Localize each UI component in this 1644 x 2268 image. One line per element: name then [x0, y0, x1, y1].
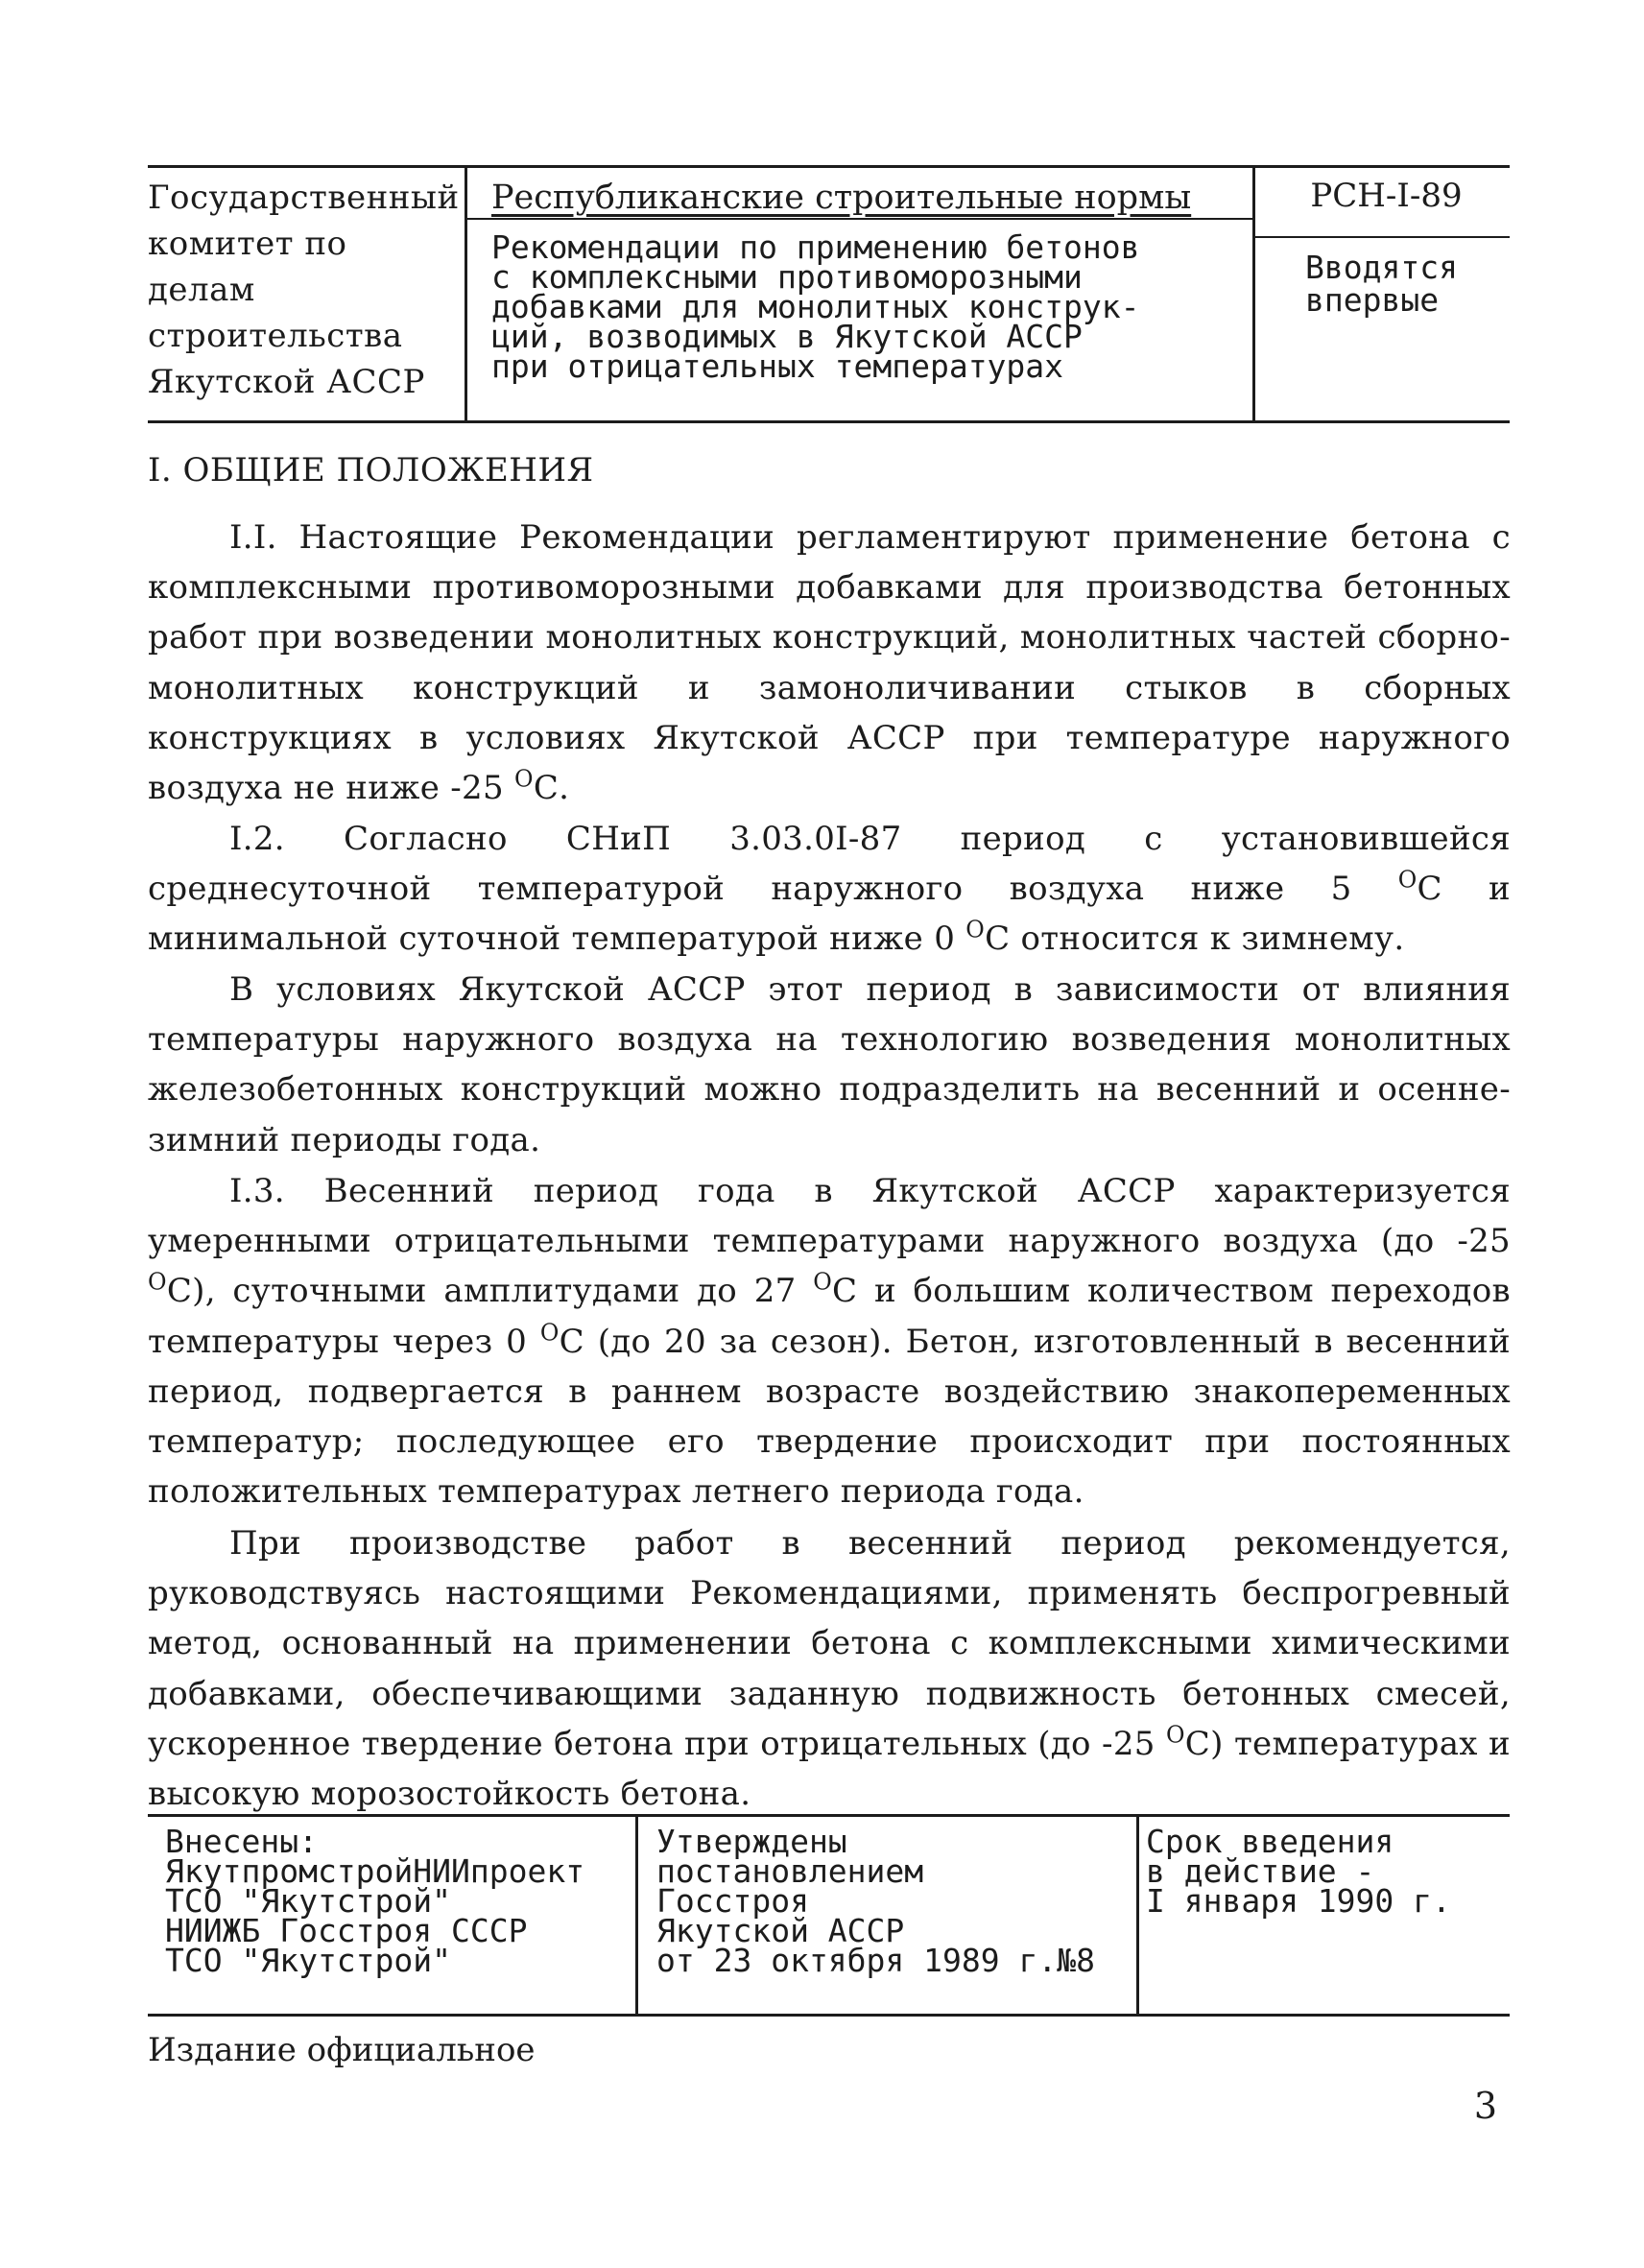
- paragraph-yakutia-periods: В условиях Якутской АССР этот период в зависимости от влияния температуры наружного воздуха на технологию возведения монолитных железобетонных конструкций можно подразделить на весенний и осенне-зимний периоды года.: [148, 970, 1511, 1159]
- degree-mark: O: [514, 765, 534, 793]
- paragraph-1-1: [148, 513, 1511, 813]
- paragraph-text: С относится к зимнему.: [985, 919, 1405, 959]
- footer-divider-right: [1136, 1814, 1139, 2014]
- paragraph-text: I.2. Согласно СНиП 3.03.0I-87 период с установившейся среднесуточной температурой наружного воздуха ниже 5: [148, 820, 1511, 909]
- paragraph-1-3: [148, 1166, 1511, 1516]
- degree-mark: O: [1397, 866, 1418, 894]
- footer-top-rule: [148, 1814, 1510, 1817]
- footer-bottom-rule: [148, 2014, 1510, 2017]
- degree-mark: O: [813, 1269, 833, 1297]
- header-code-rule: [1252, 236, 1510, 238]
- paragraph-text: С.: [533, 769, 570, 808]
- header-top-rule: [148, 165, 1510, 168]
- header-divider-left: [465, 165, 467, 420]
- footer-divider-left: [635, 1814, 638, 2014]
- section-title: I. ОБЩИЕ ПОЛОЖЕНИЯ: [148, 451, 594, 489]
- header-bottom-rule: [148, 420, 1510, 423]
- degree-mark: O: [965, 917, 986, 944]
- document-status: Вводятся впервые: [1305, 249, 1458, 319]
- edition-note: Издание официальное: [148, 2031, 536, 2069]
- paragraph-text: С), суточными амплитудами до 27: [166, 1272, 814, 1311]
- approved-by: Утверждены постановлением Госстроя Якутской АССР от 23 октября 1989 г.№8: [656, 1823, 1095, 1979]
- document-code: РСН-I-89: [1310, 177, 1463, 215]
- header-title-underline: [465, 218, 1252, 220]
- degree-mark: O: [1165, 1721, 1185, 1749]
- issuing-authority: Государственный комитет по делам строительства Якутской АССР: [148, 179, 460, 401]
- effective-date: Срок введения в действие - I января 1990 г.: [1146, 1823, 1451, 1920]
- paragraph-spring-method: [148, 1518, 1511, 1819]
- paragraph-text: При производстве работ в весенний период рекомендуется, руководствуясь настоящими Рекомендациями, применять беспрогревный метод, основанный на применении бетона с комплексными химическими добавками, обеспечивающими заданную подвижность бетонных смесей, ускоренное твердение бетона при отрицательных (до -25: [148, 1524, 1511, 1763]
- paragraph-text: I.3. Весенний период года в Якутской АССР характеризуется умеренными отрицательными температурами наружного воздуха (до -25: [148, 1172, 1511, 1261]
- paragraph-text: С (до 20 за сезон). Бетон, изготовленный в весенний период, подвергается в раннем возрасте воздействию знакопеременных температур; последующее его твердение происходит при постоянных положительных температурах летнего периода года.: [148, 1322, 1512, 1512]
- degree-mark: O: [539, 1319, 560, 1347]
- paragraph-1-2: [148, 814, 1511, 965]
- paragraph-text: С и минимальной суточной температурой ниже 0: [148, 870, 1511, 959]
- paragraph-text: I.I. Настоящие Рекомендации регламентируют применение бетона с комплексными противоморозными добавками для производства бетонных работ при возведении монолитных конструкций, монолитных частей сборно-монолитных конструкций и замоноличивании стыков в сборных конструкциях в условиях Якутской АССР при температуре наружного воздуха не ниже -25: [148, 518, 1511, 808]
- introduced-by: Внесены: ЯкутпромстройНИИпроект ТСО "Якутстрой" НИИЖБ Госстроя СССР ТСО "Якутстрой": [165, 1823, 585, 1979]
- paragraph-text: С и большим количеством переходов температуры через 0: [148, 1272, 1512, 1361]
- degree-mark: O: [148, 1269, 167, 1297]
- page-number: 3: [1473, 2085, 1497, 2127]
- paragraph-text: С) температурах и высокую морозостойкость бетона.: [148, 1724, 1511, 1814]
- document-title: Рекомендации по применению бетонов с комплексными противоморозными добавками для монолитных конструк- ций, возводимых в Якутской АССР при отрицательных температурах: [491, 228, 1140, 385]
- norms-type: Республиканские строительные нормы: [491, 179, 1192, 217]
